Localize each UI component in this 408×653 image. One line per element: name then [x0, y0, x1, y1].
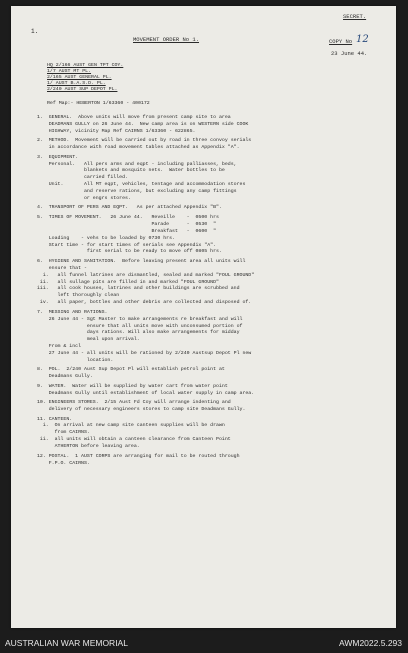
order-line: 12. POSTAL. 1 AUST CORPS are arranging for mail to be routed through — [37, 453, 240, 459]
order-line: 5. TIMES OF MOVEMENT. 26 June 44. Reveille - 0500 hrs — [37, 214, 219, 220]
order-line: meal upon arrival. — [37, 337, 140, 343]
footer-institution: AUSTRALIAN WAR MEMORIAL — [5, 638, 128, 648]
order-body — [37, 115, 387, 467]
order-line: ensure that - — [37, 265, 87, 271]
page-number-mark: 1. — [31, 28, 39, 35]
order-line: 7. MESSING AND RATIONS. — [37, 309, 108, 315]
order-line: blankets and mosquito nets. Water bottles to be — [37, 168, 225, 174]
order-line: or engrs stores. — [37, 195, 131, 201]
order-line: 3. EQUIPMENT. — [37, 154, 79, 160]
footer-reference: AWM2022.5.293 — [339, 638, 402, 648]
order-line: days rations. Will also make arrangements for midday — [37, 330, 240, 336]
footer-bar — [0, 633, 408, 653]
order-line: iii. all cook houses, latrines and other buildings are scrubbed and — [37, 286, 240, 292]
copy-label: COPY No — [329, 38, 353, 45]
order-line: Parade - 0530 " — [37, 221, 217, 227]
unit-list — [47, 63, 123, 93]
order-line: HIGHWAY, vicinity Map Ref CAIRNS 1/63360 - 622865. — [37, 128, 196, 134]
order-line: 26 June 44 - Sgt Master to make arrangements re breakfast and will — [37, 316, 243, 322]
order-line: 4. TRANSPORT OF PERS AND EQPT. As per attached Appendix "B". — [37, 205, 222, 211]
document-title: MOVEMENT ORDER No 1. — [133, 36, 200, 43]
order-line: ii. all units will obtain a canteen clearance from Canteen Point — [37, 437, 231, 443]
order-line: 6. HYGIENE AND SANITATION. Before leaving present area all units will — [37, 258, 246, 264]
document-page — [11, 6, 396, 628]
order-line: DEADMANS GULLY on 26 June 44. New camp area is on WESTERN side COOK — [37, 121, 249, 127]
copy-number-handwritten: 12 — [356, 34, 369, 45]
order-line: first serial to be ready to move off 0805 hrs. — [37, 249, 222, 255]
order-line: 1. GENERAL. Above units will move from present camp site to area — [37, 115, 231, 120]
order-line: 2. METHOD. Movement will be carried out by road in three convoy serials — [37, 138, 252, 144]
order-line: ATHERTON before leaving area. — [37, 444, 140, 450]
order-line: delivery of necessary engineers stores to camp site Deadmans Gully. — [37, 407, 246, 413]
order-line: carried filled. — [37, 175, 128, 181]
order-line: ensure that all units move with unconsumed portion of — [37, 323, 243, 329]
unit-entry: 2/240 AUST SUP DEPOT PL. — [47, 87, 118, 92]
order-line: from CAIRNS. — [37, 430, 90, 436]
order-line: iv. all paper, bottles and other debris are collected and disposed of. — [37, 300, 252, 306]
order-line: 8. POL. 2/240 Aust Sup Depot Pl will establish petrol point at — [37, 367, 225, 373]
unit-entry: 1/7 AUST MT PL. — [47, 69, 92, 74]
unit-entry: 1/ AUST B.A.S.D. PL. — [47, 81, 106, 86]
order-line: Deadmans Gully. — [37, 374, 93, 380]
order-line: and reserve rations, but excluding any camp fittings — [37, 189, 237, 195]
order-line: 27 June 44 - all units will be rationed by 2/240 Austsup Depot Pl new — [37, 351, 252, 357]
order-line: Start time - for start times of serials see Appendix "A". — [37, 242, 217, 248]
order-line: 11. CANTEEN. — [37, 416, 73, 422]
order-line: ii. all sullage pits are filled in and marked "FOUL GROUND" — [37, 279, 219, 285]
order-line: Loading - vehs to be loaded by 0730 hrs. — [37, 235, 175, 241]
order-line: in accordance with road movement tables attached as Appendix "A". — [37, 145, 240, 151]
unit-entry: HQ 2/166 AUST GEN TPT COY. — [47, 63, 124, 68]
unit-entry: 2/165 AUST GENERAL PL. — [47, 75, 112, 80]
secret-classification: SECRET. — [343, 13, 367, 20]
order-line: F.P.O. CAIRNS. — [37, 460, 90, 466]
order-line: 9. WATER. Water will be supplied by water cart from water point — [37, 383, 228, 389]
order-line: From & incl — [37, 344, 82, 350]
document-date: 23 June 44. — [331, 50, 368, 57]
order-line: i. all funnel latrines are dismantled, sealed and marked "FOUL GROUND" — [37, 272, 255, 278]
order-line: i. On arrival at new camp site canteen supplies will be drawn — [37, 423, 225, 429]
map-reference: Ref Map:- HEBERTON 1/63360 - 400172 — [47, 101, 150, 106]
order-line: Personal. All pers arms and eqpt - including palliasses, beds, — [37, 161, 237, 167]
order-line: Breakfast - 0600 " — [37, 228, 217, 234]
order-line: 10. ENGINEERS STORES. 2/15 Aust Fd Coy will arrange indenting and — [37, 400, 231, 406]
order-line: Unit. All MT eqpt, vehicles, tentage and accommodation stores — [37, 182, 246, 188]
order-line: Deadmans Gully until establishment of local water supply in camp area. — [37, 390, 255, 396]
order-line: location. — [37, 357, 114, 363]
order-line: left thoroughly clean — [37, 293, 120, 299]
